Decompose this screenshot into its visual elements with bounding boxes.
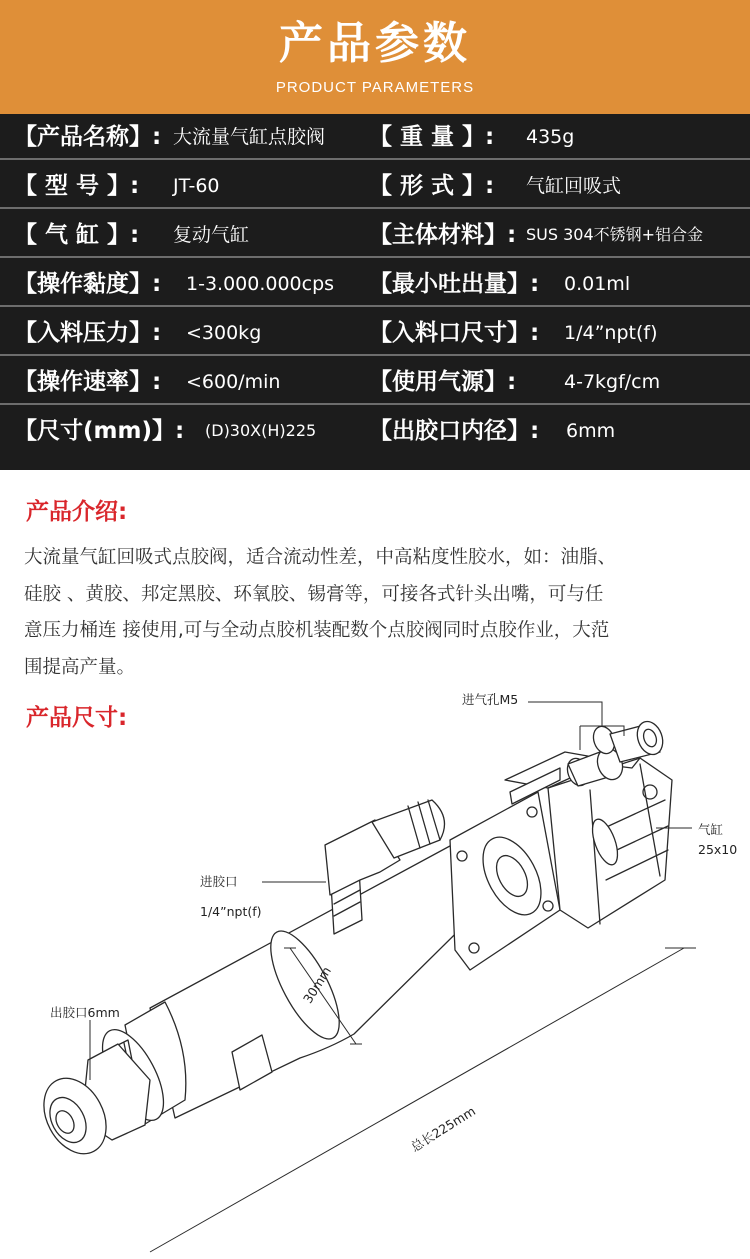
valve-dimension-diagram — [0, 680, 750, 1259]
param-label: 【使用气源】: — [369, 369, 517, 395]
param-label: 【入料压力】: — [14, 320, 162, 346]
param-value: 复动气缸 — [173, 224, 250, 246]
param-value: 4-7kgf/cm — [564, 371, 661, 393]
cylinder-size-label: 25x10 — [698, 842, 738, 857]
param-value: (D)30X(H)225 — [205, 421, 317, 440]
glue-inlet-label: 进胶口 — [200, 874, 238, 889]
param-value: 435g — [526, 126, 575, 148]
param-value: SUS 304不锈钢+铝合金 — [526, 225, 704, 244]
param-row — [0, 310, 750, 356]
diameter-label: 30mm — [300, 963, 335, 1006]
header-banner — [0, 0, 750, 114]
param-row — [0, 163, 750, 209]
intro-line: 意压力桶连 接使用,可与全动点胶机装配数个点胶阀同时点胶作业，大范 — [24, 620, 610, 641]
param-label: 【操作黏度】: — [14, 271, 162, 297]
param-label: 【最小吐出量】: — [369, 271, 540, 297]
intro-line: 硅胶 、黄胶、邦定黑胶、环氧胶、锡膏等，可接各式针头出嘴，可与任 — [24, 583, 604, 605]
param-row — [0, 359, 750, 405]
size-heading: 产品尺寸: — [26, 705, 128, 731]
param-label: 【 重 量 】: — [369, 124, 495, 150]
param-row — [0, 212, 750, 258]
param-label: 【尺寸(mm)】: — [14, 418, 185, 444]
param-value: 1/4”npt(f) — [564, 322, 658, 344]
intro-heading: 产品介绍: — [26, 499, 128, 525]
param-label: 【产品名称】: — [14, 124, 162, 150]
param-value: <600/min — [186, 371, 281, 393]
page-title: 产品参数 — [279, 18, 471, 69]
param-label: 【出胶口内径】: — [369, 418, 540, 444]
param-label: 【 型 号 】: — [14, 173, 140, 199]
intro-line: 大流量气缸回吸式点胶阀，适合流动性差，中高粘度性胶水，如：油脂、 — [24, 547, 617, 568]
total-length-label: 总长225mm — [408, 1103, 479, 1155]
param-row — [0, 261, 750, 307]
air-inlet-label: 进气孔M5 — [462, 692, 519, 707]
param-label: 【主体材料】: — [369, 222, 517, 248]
param-value: 大流量气缸点胶阀 — [173, 126, 326, 148]
outlet-label: 出胶口6mm — [50, 1005, 120, 1020]
param-value: 6mm — [566, 420, 616, 442]
param-label: 【 形 式 】: — [369, 173, 495, 199]
valve-drawing — [0, 680, 750, 1259]
page-subtitle: PRODUCT PARAMETERS — [275, 79, 475, 96]
param-value: 气缸回吸式 — [526, 175, 622, 197]
intro-line: 围提高产量。 — [24, 656, 136, 678]
param-value: JT-60 — [173, 175, 220, 197]
param-label: 【 气 缸 】: — [14, 222, 140, 248]
param-label: 【入料口尺寸】: — [369, 320, 540, 346]
param-value: 1-3.000.000cps — [186, 273, 335, 295]
intro-paragraph — [24, 540, 729, 686]
glue-inlet-size-label: 1/4”npt(f) — [200, 904, 262, 919]
param-label: 【操作速率】: — [14, 369, 162, 395]
param-row — [0, 114, 750, 160]
cylinder-label: 气缸 — [698, 822, 724, 837]
param-value: 0.01ml — [564, 273, 631, 295]
param-row — [0, 408, 750, 454]
parameter-table — [0, 114, 750, 470]
param-value: <300kg — [186, 322, 262, 344]
